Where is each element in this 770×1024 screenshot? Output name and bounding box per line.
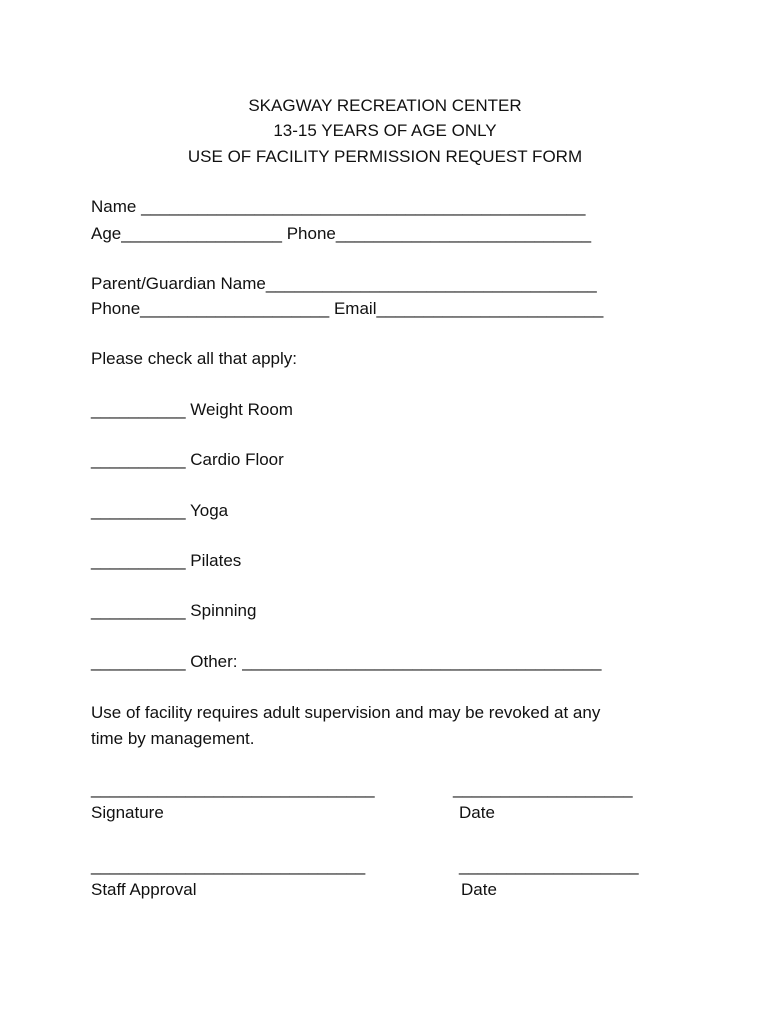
form-title-heading: USE OF FACILITY PERMISSION REQUEST FORM: [187, 147, 583, 166]
staff-approval-line[interactable]: _____________________________: [91, 856, 366, 875]
supervision-notice-line-1: Use of facility requires adult supervision and may be revoked at any: [91, 703, 601, 722]
name-field[interactable]: Name _______________________________________________: [91, 197, 586, 216]
option-pilates[interactable]: __________ Pilates: [91, 551, 242, 570]
supervision-notice-line-2: time by management.: [91, 729, 255, 748]
signature-label: Signature: [91, 803, 164, 822]
staff-date-line[interactable]: ___________________: [459, 856, 639, 875]
age-restriction-heading: 13-15 YEARS OF AGE ONLY: [273, 121, 497, 140]
check-instruction: Please check all that apply:: [91, 349, 298, 368]
staff-approval-label: Staff Approval: [91, 880, 197, 899]
signature-date-label: Date: [459, 803, 495, 822]
age-phone-field[interactable]: Age_________________ Phone___________________________: [91, 224, 592, 243]
signature-date-line[interactable]: ___________________: [453, 779, 633, 798]
guardian-phone-email-field[interactable]: Phone____________________ Email________________________: [91, 299, 604, 318]
signature-line[interactable]: ______________________________: [91, 779, 375, 798]
option-cardio-floor[interactable]: __________ Cardio Floor: [91, 450, 284, 469]
option-other[interactable]: __________ Other: ______________________________________: [91, 652, 602, 671]
center-name-heading: SKAGWAY RECREATION CENTER: [248, 96, 522, 115]
option-spinning[interactable]: __________ Spinning: [91, 601, 257, 620]
option-yoga[interactable]: __________ Yoga: [91, 501, 229, 520]
staff-date-label: Date: [461, 880, 497, 899]
option-weight-room[interactable]: __________ Weight Room: [91, 400, 293, 419]
guardian-name-field[interactable]: Parent/Guardian Name___________________________________: [91, 274, 597, 293]
